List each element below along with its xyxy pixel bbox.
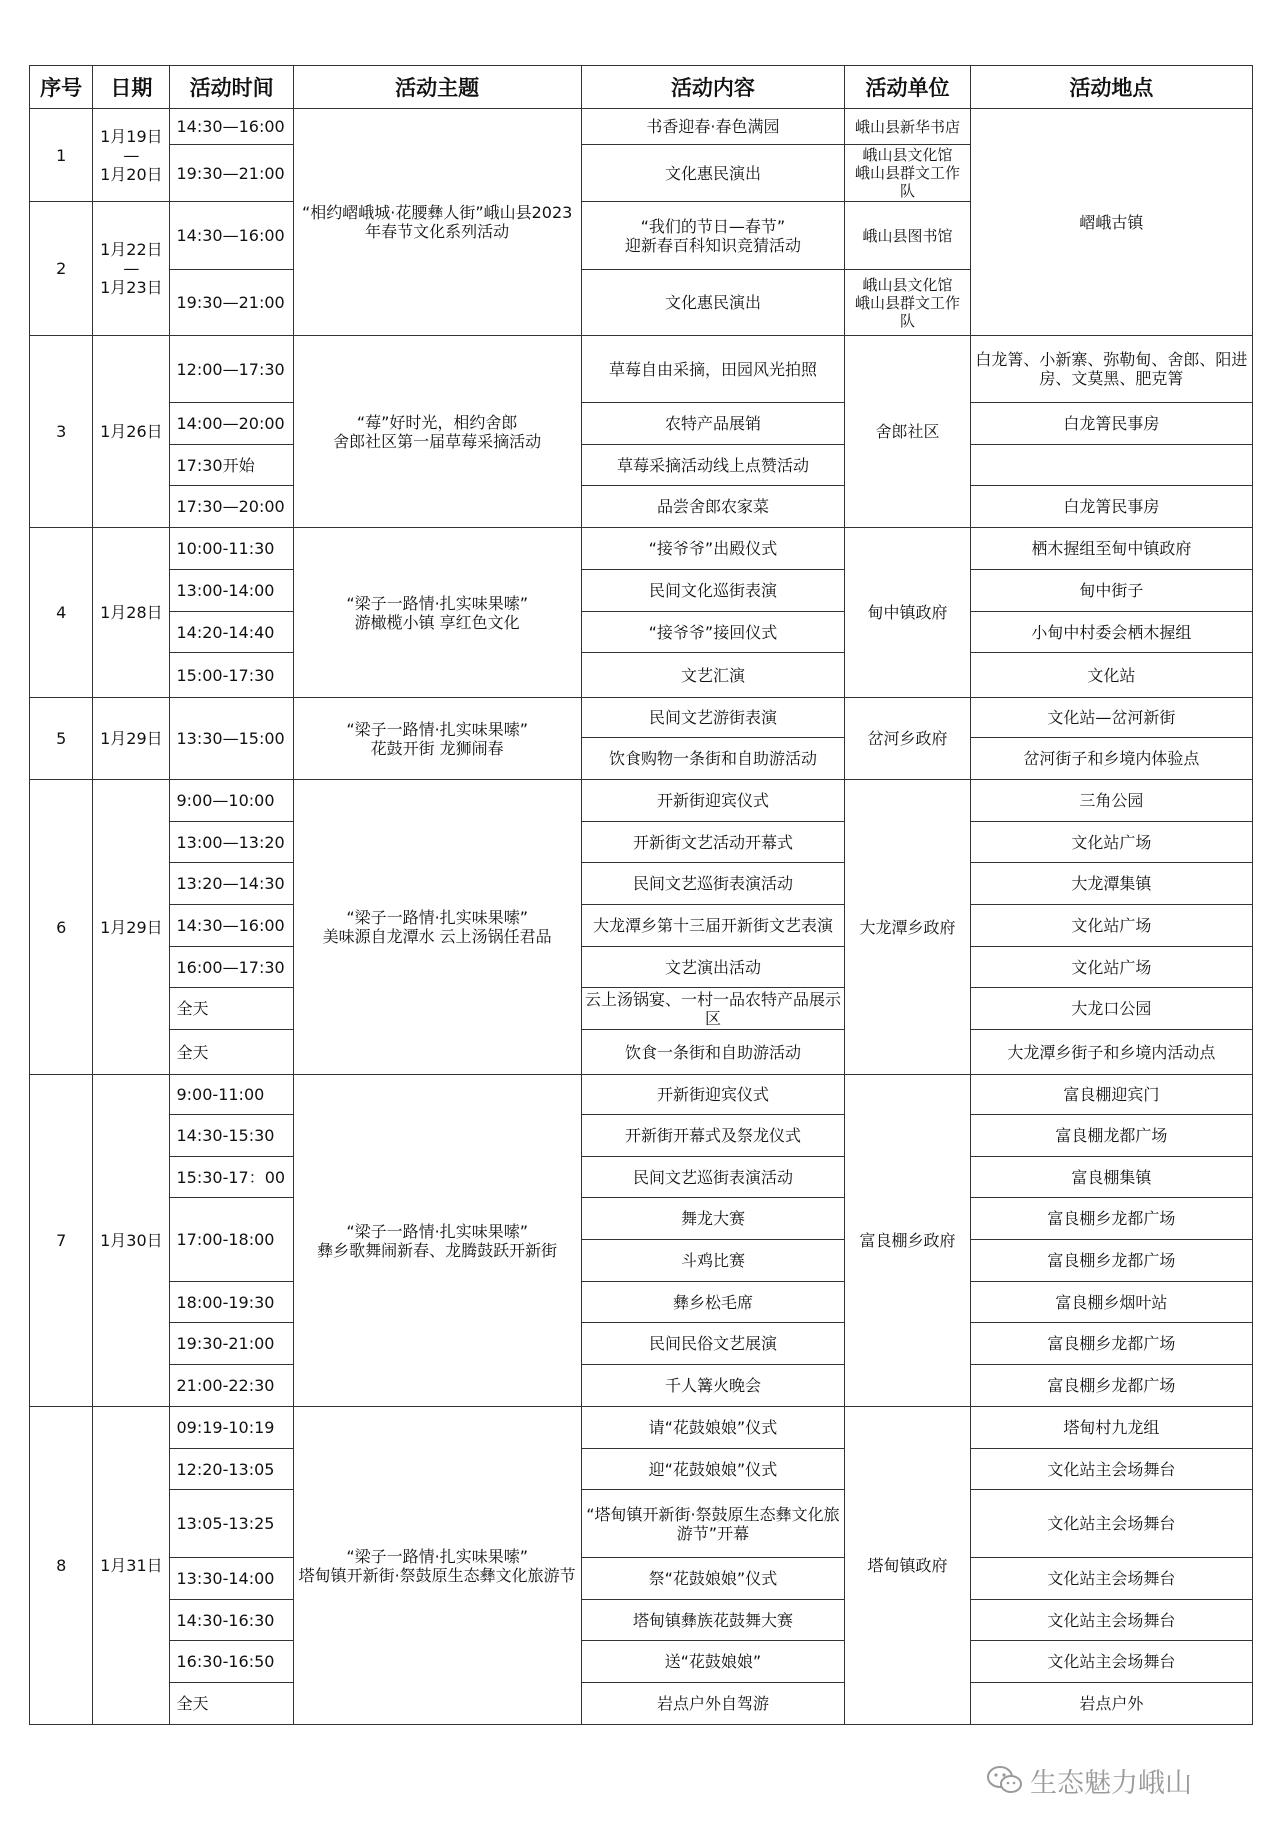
table-row: [30, 1323, 1253, 1365]
table-row: [30, 445, 1253, 486]
table-row: [30, 1075, 1253, 1115]
place-cell: 文化站广场: [970, 822, 1252, 863]
content-cell: “我们的节日—春节” 迎新春百科知识竞猜活动: [581, 202, 845, 270]
content-cell: 文化惠民演出: [581, 270, 845, 336]
time-cell: 14:30-15:30: [170, 1115, 293, 1157]
place-cell: 文化站主会场舞台: [970, 1641, 1252, 1683]
time-cell: 14:00—20:00: [170, 403, 293, 445]
seq-cell: 5: [30, 698, 93, 780]
table-row: [30, 905, 1253, 947]
time-cell: 9:00-11:00: [170, 1075, 293, 1115]
date-cell: 1月29日: [93, 780, 170, 1075]
time-cell: 12:00—17:30: [170, 336, 293, 403]
place-cell: 三角公园: [970, 780, 1252, 822]
content-cell: 开新街迎宾仪式: [581, 1075, 845, 1115]
header-time: 活动时间: [170, 66, 293, 109]
wechat-icon: [986, 1765, 1024, 1795]
seq-cell: 7: [30, 1075, 93, 1407]
place-cell: 岔河街子和乡境内体验点: [970, 738, 1252, 780]
place-cell: 富良棚乡烟叶站: [970, 1282, 1252, 1323]
place-cell: 富良棚乡龙都广场: [970, 1323, 1252, 1365]
place-cell: 文化站主会场舞台: [970, 1449, 1252, 1490]
place-cell: 白龙箐民事房: [970, 403, 1252, 445]
time-cell: 13:20—14:30: [170, 863, 293, 905]
table-row: [30, 1449, 1253, 1490]
place-cell: 富良棚乡龙都广场: [970, 1240, 1252, 1282]
table-row: [30, 1030, 1253, 1075]
time-cell: 17:00-18:00: [170, 1198, 293, 1282]
content-cell: 开新街开幕式及祭龙仪式: [581, 1115, 845, 1157]
place-cell: 岩点户外: [970, 1683, 1252, 1725]
header-date: 日期: [93, 66, 170, 109]
place-cell: 小甸中村委会栖木握组: [970, 612, 1252, 653]
header-content: 活动内容: [581, 66, 845, 109]
table-row: [30, 336, 1253, 403]
table-row: [30, 698, 1253, 738]
date-cell: 1月22日 — 1月23日: [93, 202, 170, 336]
place-cell: 文化站主会场舞台: [970, 1600, 1252, 1641]
table-row: [30, 1490, 1253, 1558]
time-cell: 15:00-17:30: [170, 653, 293, 698]
date-cell: 1月30日: [93, 1075, 170, 1407]
place-cell: 富良棚集镇: [970, 1157, 1252, 1198]
table-row: [30, 1407, 1253, 1449]
time-cell: 9:00—10:00: [170, 780, 293, 822]
content-cell: 云上汤锅宴、一村一品农特产品展示区: [581, 988, 845, 1030]
unit-cell: 岔河乡政府: [845, 698, 971, 780]
content-cell: 民间文艺巡街表演活动: [581, 1157, 845, 1198]
theme-cell: “梁子一路情·扎实味果嗦” 花鼓开街 龙狮闹春: [293, 698, 581, 780]
time-cell: 19:30—21:00: [170, 145, 293, 202]
time-cell: 19:30—21:00: [170, 270, 293, 336]
content-cell: 品尝舍郎农家菜: [581, 486, 845, 528]
table-row: [30, 528, 1253, 570]
table-row: [30, 1683, 1253, 1725]
table-row: [30, 1558, 1253, 1600]
table-row: [30, 1198, 1253, 1240]
place-cell: 文化站主会场舞台: [970, 1558, 1252, 1600]
seq-cell: 3: [30, 336, 93, 528]
content-cell: “接爷爷”出殿仪式: [581, 528, 845, 570]
date-cell: 1月28日: [93, 528, 170, 698]
place-cell: 塔甸村九龙组: [970, 1407, 1252, 1449]
content-cell: 大龙潭乡第十三届开新街文艺表演: [581, 905, 845, 947]
unit-cell: 峨山县图书馆: [845, 202, 971, 270]
time-cell: 14:30—16:00: [170, 905, 293, 947]
theme-cell: “梁子一路情·扎实味果嗦” 塔甸镇开新街·祭鼓原生态彝文化旅游节: [293, 1407, 581, 1725]
content-cell: 草莓自由采摘，田园风光拍照: [581, 336, 845, 403]
content-cell: 祭“花鼓娘娘”仪式: [581, 1558, 845, 1600]
content-cell: 文化惠民演出: [581, 145, 845, 202]
content-cell: 民间文艺游街表演: [581, 698, 845, 738]
time-cell: 12:20-13:05: [170, 1449, 293, 1490]
content-cell: 饮食购物一条街和自助游活动: [581, 738, 845, 780]
place-cell: 栖木握组至甸中镇政府: [970, 528, 1252, 570]
table-row: [30, 486, 1253, 528]
time-cell: 17:30开始: [170, 445, 293, 486]
time-cell: 18:00-19:30: [170, 1282, 293, 1323]
table-row: [30, 822, 1253, 863]
date-cell: 1月31日: [93, 1407, 170, 1725]
theme-cell: “梁子一路情·扎实味果嗦” 游橄榄小镇 享红色文化: [293, 528, 581, 698]
seq-cell: 1: [30, 109, 93, 202]
table-header-row: [30, 66, 1253, 109]
time-cell: 14:30-16:30: [170, 1600, 293, 1641]
content-cell: 斗鸡比赛: [581, 1240, 845, 1282]
content-cell: “塔甸镇开新街·祭鼓原生态彝文化旅游节”开幕: [581, 1490, 845, 1558]
table-row: [30, 653, 1253, 698]
time-cell: 全天: [170, 1030, 293, 1075]
place-cell: 富良棚龙都广场: [970, 1115, 1252, 1157]
table-row: [30, 1115, 1253, 1157]
table-row: [30, 988, 1253, 1030]
time-cell: 19:30-21:00: [170, 1323, 293, 1365]
place-cell: 富良棚乡龙都广场: [970, 1365, 1252, 1407]
place-cell: 文化站广场: [970, 905, 1252, 947]
theme-cell: “莓”好时光，相约舍郎 舍郎社区第一届草莓采摘活动: [293, 336, 581, 528]
place-cell: 文化站主会场舞台: [970, 1490, 1252, 1558]
header-place: 活动地点: [970, 66, 1252, 109]
content-cell: 彝乡松毛席: [581, 1282, 845, 1323]
table-row: [30, 612, 1253, 653]
theme-cell: “梁子一路情·扎实味果嗦” 美味源自龙潭水 云上汤锅任君品: [293, 780, 581, 1075]
time-cell: 13:30—15:00: [170, 698, 293, 780]
content-cell: 农特产品展销: [581, 403, 845, 445]
time-cell: 10:00-11:30: [170, 528, 293, 570]
table-row: [30, 570, 1253, 612]
date-cell: 1月26日: [93, 336, 170, 528]
place-cell: 富良棚乡龙都广场: [970, 1198, 1252, 1240]
table-row: [30, 1641, 1253, 1683]
date-cell: 1月29日: [93, 698, 170, 780]
content-cell: 请“花鼓娘娘”仪式: [581, 1407, 845, 1449]
content-cell: “接爷爷”接回仪式: [581, 612, 845, 653]
content-cell: 书香迎春·春色满园: [581, 109, 845, 145]
place-cell: [970, 445, 1252, 486]
place-cell: 富良棚迎宾门: [970, 1075, 1252, 1115]
content-cell: 草莓采摘活动线上点赞活动: [581, 445, 845, 486]
time-cell: 09:19-10:19: [170, 1407, 293, 1449]
content-cell: 岩点户外自驾游: [581, 1683, 845, 1725]
time-cell: 13:05-13:25: [170, 1490, 293, 1558]
time-cell: 14:30—16:00: [170, 109, 293, 145]
table-row: [30, 863, 1253, 905]
seq-cell: 2: [30, 202, 93, 336]
place-cell: 嶍峨古镇: [970, 109, 1252, 336]
unit-cell: 峨山县文化馆 峨山县群文工作队: [845, 270, 971, 336]
time-cell: 13:30-14:00: [170, 1558, 293, 1600]
watermark-text: 生态魅力峨山: [1030, 1767, 1192, 1799]
place-cell: 白龙箐、小新寨、弥勒甸、舍郎、阳进房、文莫黑、肥克箐: [970, 336, 1252, 403]
theme-cell: “梁子一路情·扎实味果嗦” 彝乡歌舞闹新春、龙腾鼓跃开新街: [293, 1075, 581, 1407]
place-cell: 白龙箐民事房: [970, 486, 1252, 528]
time-cell: 13:00—13:20: [170, 822, 293, 863]
time-cell: 21:00-22:30: [170, 1365, 293, 1407]
content-cell: 塔甸镇彝族花鼓舞大赛: [581, 1600, 845, 1641]
theme-cell: “相约嶍峨城·花腰彝人街”峨山县2023年春节文化系列活动: [293, 109, 581, 336]
time-cell: 16:30-16:50: [170, 1641, 293, 1683]
content-cell: 文艺汇演: [581, 653, 845, 698]
time-cell: 全天: [170, 1683, 293, 1725]
content-cell: 迎“花鼓娘娘”仪式: [581, 1449, 845, 1490]
content-cell: 民间文艺巡街表演活动: [581, 863, 845, 905]
unit-cell: 舍郎社区: [845, 336, 971, 528]
content-cell: 民间文化巡街表演: [581, 570, 845, 612]
place-cell: 文化站—岔河新街: [970, 698, 1252, 738]
unit-cell: 大龙潭乡政府: [845, 780, 971, 1075]
table-row: [30, 1365, 1253, 1407]
time-cell: 16:00—17:30: [170, 947, 293, 988]
content-cell: 民间民俗文艺展演: [581, 1323, 845, 1365]
header-theme: 活动主题: [293, 66, 581, 109]
watermark: [986, 1760, 1248, 1800]
seq-cell: 4: [30, 528, 93, 698]
place-cell: 文化站: [970, 653, 1252, 698]
table-row: [30, 109, 1253, 145]
time-cell: 14:30—16:00: [170, 202, 293, 270]
time-cell: 15:30-17：00: [170, 1157, 293, 1198]
table-row: [30, 780, 1253, 822]
table-row: [30, 1282, 1253, 1323]
unit-cell: 峨山县新华书店: [845, 109, 971, 145]
time-cell: 全天: [170, 988, 293, 1030]
table-row: [30, 947, 1253, 988]
place-cell: 大龙潭乡街子和乡境内活动点: [970, 1030, 1252, 1075]
unit-cell: 甸中镇政府: [845, 528, 971, 698]
schedule-table: [29, 65, 1253, 1725]
place-cell: 文化站广场: [970, 947, 1252, 988]
place-cell: 甸中街子: [970, 570, 1252, 612]
seq-cell: 8: [30, 1407, 93, 1725]
unit-cell: 富良棚乡政府: [845, 1075, 971, 1407]
unit-cell: 峨山县文化馆 峨山县群文工作队: [845, 145, 971, 202]
time-cell: 13:00-14:00: [170, 570, 293, 612]
content-cell: 舞龙大赛: [581, 1198, 845, 1240]
place-cell: 大龙口公园: [970, 988, 1252, 1030]
time-cell: 17:30—20:00: [170, 486, 293, 528]
time-cell: 14:20-14:40: [170, 612, 293, 653]
table-row: [30, 1600, 1253, 1641]
table-row: [30, 1157, 1253, 1198]
table-row: [30, 403, 1253, 445]
date-cell: 1月19日 — 1月20日: [93, 109, 170, 202]
content-cell: 开新街迎宾仪式: [581, 780, 845, 822]
content-cell: 开新街文艺活动开幕式: [581, 822, 845, 863]
unit-cell: 塔甸镇政府: [845, 1407, 971, 1725]
content-cell: 千人篝火晚会: [581, 1365, 845, 1407]
header-seq: 序号: [30, 66, 93, 109]
content-cell: 文艺演出活动: [581, 947, 845, 988]
seq-cell: 6: [30, 780, 93, 1075]
header-unit: 活动单位: [845, 66, 971, 109]
content-cell: 送“花鼓娘娘”: [581, 1641, 845, 1683]
content-cell: 饮食一条街和自助游活动: [581, 1030, 845, 1075]
place-cell: 大龙潭集镇: [970, 863, 1252, 905]
